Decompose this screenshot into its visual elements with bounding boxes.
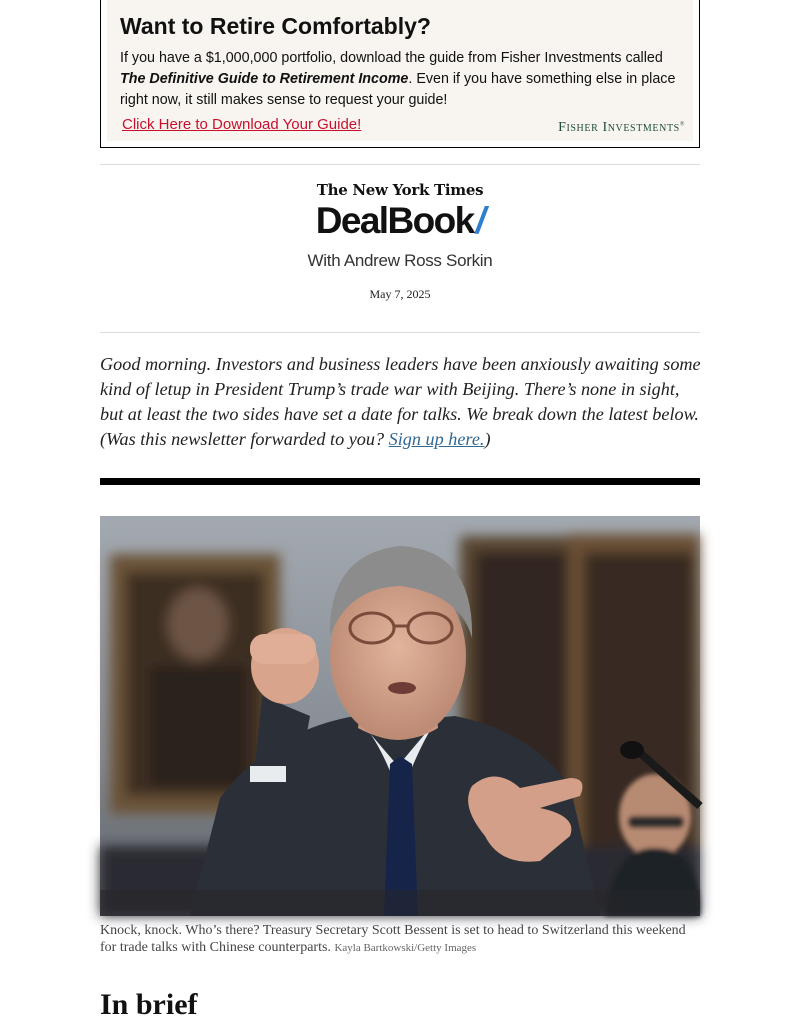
photo-illustration <box>100 516 700 916</box>
article-photo <box>100 516 700 916</box>
ad-guide-title: The Definitive Guide to Retirement Income <box>120 71 409 87</box>
issue-date: May 7, 2025 <box>369 287 431 301</box>
nyt-logo[interactable]: The New York Times <box>316 181 484 199</box>
ad-brand-logo <box>558 120 685 136</box>
ad-brand-mark: ® <box>679 121 685 128</box>
ad-brand-name: Fisher Investments <box>558 120 680 135</box>
divider <box>100 332 700 333</box>
ad-body-text: If you have a $1,000,000 portfolio, download the guide from Fisher Investments called <box>120 50 663 66</box>
byline: With Andrew Ross Sorkin <box>307 251 493 270</box>
signup-link[interactable]: Sign up here. <box>388 429 485 449</box>
section-divider <box>100 478 700 485</box>
divider <box>100 164 700 165</box>
ad-download-link[interactable]: Click Here to Download Your Guide! <box>122 116 362 133</box>
section-heading: In brief <box>100 988 198 1021</box>
ad-body <box>120 48 690 111</box>
ad-body-text-end: . Even if you have something else in place right now, it still makes sense to request your guide! <box>120 71 676 108</box>
ad-banner[interactable] <box>100 0 700 148</box>
intro-close: ) <box>484 429 491 449</box>
ad-title: Want to Retire Comfortably? <box>120 13 431 39</box>
dealbook-slash: / <box>475 200 485 241</box>
dealbook-logo[interactable] <box>100 200 700 242</box>
photo-credit: Kayla Bartkowski/Getty Images <box>334 941 477 954</box>
dealbook-title: DealBook <box>315 200 474 241</box>
photo-caption <box>100 923 700 956</box>
intro-paragraph <box>100 352 702 452</box>
intro-text: Good morning. Investors and business leaders have been anxiously awaiting some kind of letup in President Trump’s trade war with Beijing. There’s none in sight, but at least the two sides have set a date for talks. We break down the latest below. (Was this newsletter forwarded to you? <box>100 354 701 449</box>
caption-text: Knock, knock. Who’s there? Treasury Secretary Scott Bessent is set to head to Switzerland this weekend for trade talks with Chinese counterparts. <box>100 923 686 955</box>
ad-panel <box>107 0 693 141</box>
